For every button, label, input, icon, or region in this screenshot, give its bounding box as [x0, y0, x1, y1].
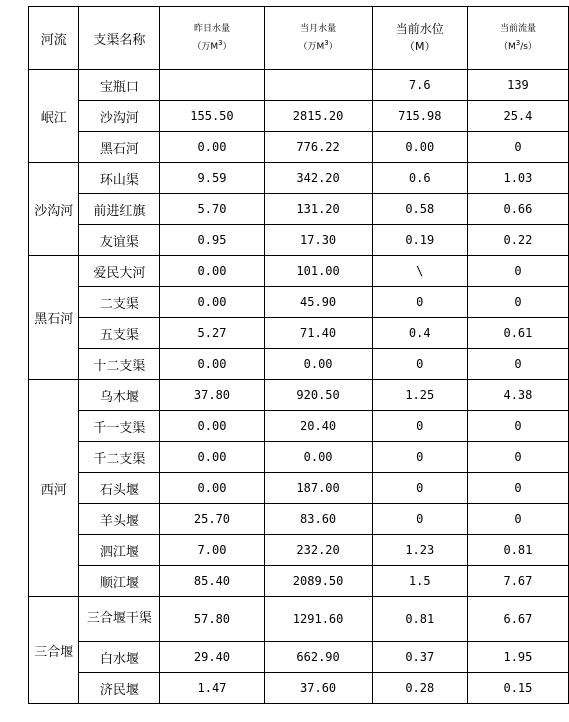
level-cell: 0: [372, 442, 467, 473]
level-cell: 0: [372, 287, 467, 318]
month-cell: 776.22: [264, 132, 372, 163]
month-cell: 83.60: [264, 504, 372, 535]
level-cell: 0: [372, 411, 467, 442]
yesterday-cell: 7.00: [160, 535, 264, 566]
month-cell: 45.90: [264, 287, 372, 318]
unit-label: （万$M^3$）: [298, 39, 338, 52]
table-row: [29, 380, 569, 411]
table-row: [29, 132, 569, 163]
yesterday-cell: 37.80: [160, 380, 264, 411]
branch-cell: 泗江堰: [79, 535, 160, 566]
yesterday-cell: [160, 70, 264, 101]
yesterday-cell: 25.70: [160, 504, 264, 535]
yesterday-cell: 5.27: [160, 318, 264, 349]
level-cell: 0: [372, 349, 467, 380]
yesterday-cell: 1.47: [160, 673, 264, 704]
header-flow-rate: 当前流量 $(M^3/s)$: [467, 7, 568, 70]
month-cell: 2815.20: [264, 101, 372, 132]
branch-cell: 羊头堰: [79, 504, 160, 535]
branch-cell: 宝瓶口: [79, 70, 160, 101]
month-cell: 101.00: [264, 256, 372, 287]
yesterday-cell: 57.80: [160, 597, 264, 642]
month-cell: 1291.60: [264, 597, 372, 642]
level-cell: 7.6: [372, 70, 467, 101]
branch-cell: 二支渠: [79, 287, 160, 318]
table-row: [29, 163, 569, 194]
level-cell: 0.6: [372, 163, 467, 194]
flow-cell: 0: [467, 504, 568, 535]
river-cell: 沙沟河: [29, 163, 79, 256]
header-yesterday-volume: 昨日水量 （万$M^3$）: [160, 7, 264, 70]
month-cell: 131.20: [264, 194, 372, 225]
flow-cell: 4.38: [467, 380, 568, 411]
flow-cell: 1.95: [467, 642, 568, 673]
table-row: [29, 673, 569, 704]
flow-cell: 0: [467, 442, 568, 473]
flow-cell: 0.15: [467, 673, 568, 704]
yesterday-cell: 0.00: [160, 411, 264, 442]
branch-cell: 石头堰: [79, 473, 160, 504]
level-cell: 0.58: [372, 194, 467, 225]
level-cell: 0.37: [372, 642, 467, 673]
level-cell: 1.5: [372, 566, 467, 597]
level-cell: 0.00: [372, 132, 467, 163]
branch-cell: 济民堰: [79, 673, 160, 704]
level-cell: 0.28: [372, 673, 467, 704]
water-data-table: [28, 6, 569, 704]
level-cell: 0: [372, 473, 467, 504]
yesterday-cell: 5.70: [160, 194, 264, 225]
level-cell: \: [372, 256, 467, 287]
branch-cell: 友谊渠: [79, 225, 160, 256]
level-cell: 1.23: [372, 535, 467, 566]
table-row: [29, 349, 569, 380]
flow-cell: 139: [467, 70, 568, 101]
table-row: [29, 70, 569, 101]
river-cell: 岷江: [29, 70, 79, 163]
level-cell: 1.25: [372, 380, 467, 411]
table-row: [29, 287, 569, 318]
flow-cell: 0.22: [467, 225, 568, 256]
table-row: [29, 566, 569, 597]
table-row: [29, 597, 569, 642]
unit-label: $(M^3/s)$: [498, 39, 537, 52]
yesterday-cell: 29.40: [160, 642, 264, 673]
flow-cell: 0: [467, 256, 568, 287]
branch-cell: 千二支渠: [79, 442, 160, 473]
month-cell: 37.60: [264, 673, 372, 704]
yesterday-cell: 85.40: [160, 566, 264, 597]
branch-cell: 沙沟河: [79, 101, 160, 132]
branch-cell: 黑石河: [79, 132, 160, 163]
table-row: [29, 504, 569, 535]
table-row: [29, 101, 569, 132]
header-river: 河流: [29, 7, 79, 70]
branch-cell: 顺江堰: [79, 566, 160, 597]
flow-cell: 0: [467, 473, 568, 504]
yesterday-cell: 9.59: [160, 163, 264, 194]
month-cell: 920.50: [264, 380, 372, 411]
header-branch: 支渠名称: [79, 7, 160, 70]
level-cell: 0.19: [372, 225, 467, 256]
branch-cell: 白水堰: [79, 642, 160, 673]
month-cell: 0.00: [264, 442, 372, 473]
yesterday-cell: 0.00: [160, 287, 264, 318]
table-header-row: [29, 7, 569, 70]
level-cell: 0: [372, 504, 467, 535]
flow-cell: 25.4: [467, 101, 568, 132]
river-cell: 黑石河: [29, 256, 79, 380]
table-row: [29, 642, 569, 673]
flow-cell: 0: [467, 411, 568, 442]
month-cell: 0.00: [264, 349, 372, 380]
table-row: [29, 411, 569, 442]
yesterday-cell: 0.00: [160, 349, 264, 380]
table-row: [29, 535, 569, 566]
branch-cell: 千一支渠: [79, 411, 160, 442]
river-cell: 西河: [29, 380, 79, 597]
header-water-level: 当前水位 （M）: [372, 7, 467, 70]
level-cell: 715.98: [372, 101, 467, 132]
flow-cell: 0: [467, 132, 568, 163]
branch-cell: 环山渠: [79, 163, 160, 194]
table-row: [29, 442, 569, 473]
table-row: [29, 194, 569, 225]
table-row: [29, 256, 569, 287]
yesterday-cell: 0.95: [160, 225, 264, 256]
table-row: [29, 473, 569, 504]
yesterday-cell: 0.00: [160, 132, 264, 163]
branch-cell: 乌木堰: [79, 380, 160, 411]
level-cell: 0.4: [372, 318, 467, 349]
table-row: [29, 225, 569, 256]
flow-cell: 7.67: [467, 566, 568, 597]
flow-cell: 0: [467, 287, 568, 318]
yesterday-cell: 0.00: [160, 473, 264, 504]
table-row: [29, 318, 569, 349]
flow-cell: 0.66: [467, 194, 568, 225]
flow-cell: 6.67: [467, 597, 568, 642]
flow-cell: 0.81: [467, 535, 568, 566]
flow-cell: 1.03: [467, 163, 568, 194]
month-cell: 232.20: [264, 535, 372, 566]
month-cell: 71.40: [264, 318, 372, 349]
river-cell: 三合堰: [29, 597, 79, 704]
branch-cell: 前进红旗: [79, 194, 160, 225]
yesterday-cell: 155.50: [160, 101, 264, 132]
unit-label: （万$M^3$）: [192, 39, 232, 52]
header-month-volume: 当月水量 （万$M^3$）: [264, 7, 372, 70]
branch-cell: 爱民大河: [79, 256, 160, 287]
flow-cell: 0: [467, 349, 568, 380]
month-cell: 2089.50: [264, 566, 372, 597]
yesterday-cell: 0.00: [160, 256, 264, 287]
flow-cell: 0.61: [467, 318, 568, 349]
yesterday-cell: 0.00: [160, 442, 264, 473]
month-cell: 342.20: [264, 163, 372, 194]
month-cell: 662.90: [264, 642, 372, 673]
month-cell: 20.40: [264, 411, 372, 442]
month-cell: [264, 70, 372, 101]
branch-cell: 十二支渠: [79, 349, 160, 380]
branch-cell: 三合堰干渠: [79, 597, 160, 642]
branch-cell: 五支渠: [79, 318, 160, 349]
level-cell: 0.81: [372, 597, 467, 642]
month-cell: 17.30: [264, 225, 372, 256]
month-cell: 187.00: [264, 473, 372, 504]
